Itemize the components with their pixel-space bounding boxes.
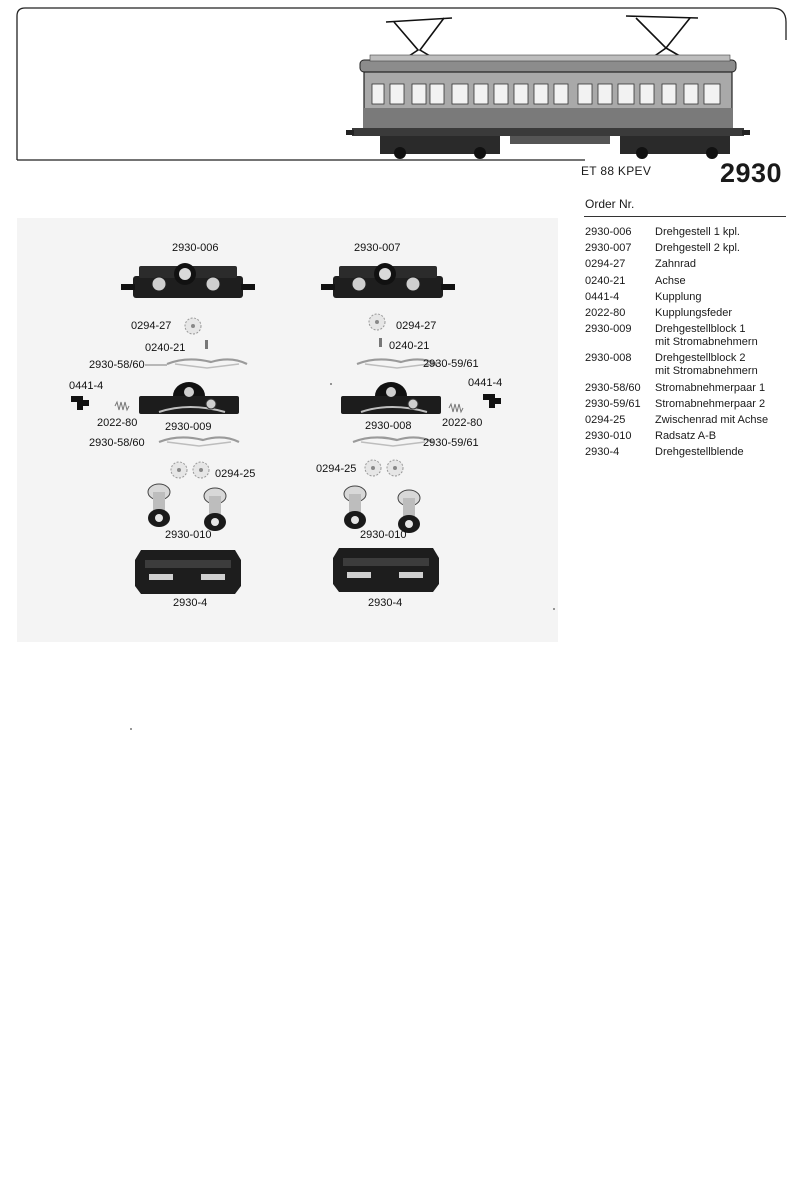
part-code: 2930-58/60 [585,381,641,394]
order-header: Order Nr. [585,197,635,211]
scan-speck [330,383,332,385]
order-divider [584,216,786,217]
current-collector-left-bottom [159,437,239,446]
label-gear-left: 0294-27 [131,320,172,332]
label-bogie-1: 2930-006 [172,242,219,254]
label-coupler-left: 0441-4 [69,380,104,392]
parts-list-item [585,430,800,443]
side-frame-left [135,550,241,594]
coupler-right [483,394,501,408]
bogie-1-assembly [121,263,255,298]
part-description-detail: mit Stromabnehmern [655,336,758,349]
train-windows [372,84,720,104]
part-description: Zahnrad [655,258,696,271]
label-block-2: 2930-008 [365,420,412,432]
part-description: Drehgestellblock 1 mit Stromabnehmern [655,323,800,349]
parts-illustration [17,218,558,642]
header-frame [0,0,800,175]
bogie-2-assembly [321,263,455,298]
coupler-spring-right [449,404,463,412]
part-description: Achse [655,274,686,287]
label-collector-right-top: 2930-59/61 [423,358,479,370]
idler-gear-right [365,460,403,476]
part-description: Stromabnehmerpaar 2 [655,397,766,410]
part-code: 0441-4 [585,290,620,303]
part-description: Radsatz A-B [655,430,717,443]
label-frame-right: 2930-4 [368,597,403,609]
label-collector-left-bottom: 2930-58/60 [89,437,145,449]
part-description: Drehgestellblock 2 mit Stromabnehmern [655,352,800,378]
parts-list-item [585,352,800,378]
model-name: ET 88 KPEV [581,164,652,178]
gear-left [185,318,201,334]
part-description-detail: mit Stromabnehmern [655,365,758,378]
part-description: Drehgestell 2 kpl. [655,242,740,255]
scan-speck [553,608,555,610]
side-frame-right [333,548,439,592]
current-collector-left-top [167,359,247,368]
part-code: 2930-4 [585,446,620,459]
bogie-block-1 [139,382,239,414]
parts-list-item [585,446,800,459]
label-axle-right: 0240-21 [389,340,430,352]
parts-list [585,226,800,462]
part-code: 2930-008 [585,352,632,365]
label-wheelset-left: 2930-010 [165,529,212,541]
parts-list-item [585,275,800,288]
label-collector-right-bottom: 2930-59/61 [423,437,479,449]
parts-list-item [585,242,800,255]
part-code: 0240-21 [585,274,626,287]
label-gear-right: 0294-27 [396,320,437,332]
part-description: Kupplung [655,290,702,303]
gear-right [369,314,385,330]
part-code: 2930-009 [585,323,632,336]
label-spring-right: 2022-80 [442,417,483,429]
train-illustration [346,16,750,159]
part-description: Stromabnehmerpaar 1 [655,381,766,394]
coupler-left [71,396,89,410]
label-block-1: 2930-009 [165,421,212,433]
part-code: 2930-59/61 [585,397,641,410]
part-description: Drehgestell 1 kpl. [655,226,740,238]
current-collector-right-bottom [353,437,433,446]
axle-left [205,340,208,349]
parts-list-item [585,291,800,304]
label-coupler-right: 0441-4 [468,377,503,389]
axle-right [379,338,382,347]
label-wheelset-right: 2930-010 [360,529,407,541]
model-number: 2930 [720,158,783,188]
bogie-block-2 [341,382,441,414]
coupler-spring-left [115,402,129,410]
idler-gear-left [171,462,209,478]
parts-list-item [585,382,800,395]
part-code: 0294-25 [585,413,626,426]
part-code: 2022-80 [585,306,626,319]
label-idler-left: 0294-25 [215,468,256,480]
label-frame-left: 2930-4 [173,597,208,609]
part-description: Kupplungsfeder [655,306,733,319]
part-code: 2930-007 [585,242,632,255]
scan-speck [130,728,132,730]
parts-list-item [585,258,800,271]
label-idler-right: 0294-25 [316,463,357,475]
parts-list-item [585,414,800,427]
wheelset-left [148,484,226,531]
part-code: 2930-006 [585,226,632,238]
parts-list-item [585,398,800,411]
label-collector-left-top: 2930-58/60 [89,359,145,371]
label-axle-left: 0240-21 [145,342,186,354]
label-spring-left: 2022-80 [97,417,138,429]
part-code: 0294-27 [585,258,626,271]
part-code: 2930-010 [585,430,632,443]
wheelset-right [344,486,420,533]
exploded-parts-diagram [17,218,558,642]
parts-list-item [585,307,800,320]
parts-list-item [585,226,800,239]
parts-list-item [585,323,800,349]
part-description: Zwischenrad mit Achse [655,413,769,426]
label-bogie-2: 2930-007 [354,242,401,254]
part-description: Drehgestellblende [655,446,744,459]
